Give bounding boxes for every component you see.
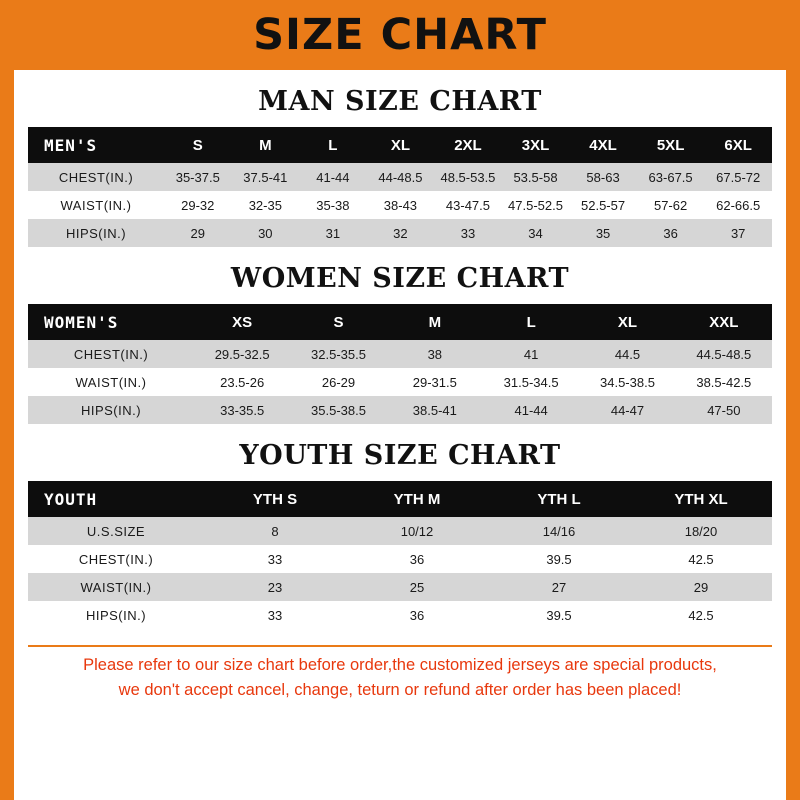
youth-row-label-waist: WAIST(IN.): [28, 573, 204, 601]
youth-col-s: YTH S: [204, 481, 346, 517]
chart-content: [14, 86, 786, 703]
table-cell: 44-48.5: [367, 163, 435, 191]
table-cell: 47.5-52.5: [502, 191, 570, 219]
table-cell: 48.5-53.5: [434, 163, 502, 191]
women-row-label-chest: CHEST(IN.): [28, 340, 194, 368]
table-cell: 35-38: [299, 191, 367, 219]
table-header-row: [28, 304, 772, 340]
women-col-l: L: [483, 304, 579, 340]
table-cell: 43-47.5: [434, 191, 502, 219]
men-table-header: [28, 127, 772, 163]
women-col-s: S: [290, 304, 386, 340]
table-cell: 18/20: [630, 517, 772, 545]
men-corner-label: MEN'S: [28, 127, 164, 163]
women-col-xl: XL: [579, 304, 675, 340]
table-cell: 33: [434, 219, 502, 247]
table-cell: 34: [502, 219, 570, 247]
men-col-l: L: [299, 127, 367, 163]
women-col-xs: XS: [194, 304, 290, 340]
table-cell: 36: [346, 601, 488, 629]
footer-note-line-1: Please refer to our size chart before order,the customized jerseys are special products,: [83, 656, 717, 674]
table-cell: 58-63: [569, 163, 637, 191]
table-cell: 44-47: [579, 396, 675, 424]
youth-row-label-ussize: U.S.SIZE: [28, 517, 204, 545]
table-cell: 33-35.5: [194, 396, 290, 424]
table-row: [28, 163, 772, 191]
table-cell: 39.5: [488, 545, 630, 573]
table-header-row: [28, 127, 772, 163]
women-table-header: [28, 304, 772, 340]
table-cell: 38.5-42.5: [676, 368, 772, 396]
youth-col-xl: YTH XL: [630, 481, 772, 517]
table-cell: 38-43: [367, 191, 435, 219]
table-cell: 32: [367, 219, 435, 247]
table-cell: 29: [164, 219, 232, 247]
table-cell: 26-29: [290, 368, 386, 396]
table-cell: 41-44: [483, 396, 579, 424]
table-row: [28, 340, 772, 368]
table-cell: 29-31.5: [387, 368, 483, 396]
footer-note: [28, 645, 772, 703]
men-row-label-chest: CHEST(IN.): [28, 163, 164, 191]
page-title: SIZE CHART: [253, 10, 547, 60]
table-cell: 32.5-35.5: [290, 340, 386, 368]
women-size-table: [28, 304, 772, 424]
table-cell: 36: [346, 545, 488, 573]
section-title-youth: YOUTH SIZE CHART: [239, 440, 561, 471]
table-cell: 31: [299, 219, 367, 247]
men-col-xl: XL: [367, 127, 435, 163]
women-col-xxl: XXL: [676, 304, 772, 340]
men-col-m: M: [232, 127, 300, 163]
table-cell: 14/16: [488, 517, 630, 545]
table-cell: 33: [204, 601, 346, 629]
men-col-4xl: 4XL: [569, 127, 637, 163]
table-cell: 63-67.5: [637, 163, 705, 191]
table-cell: 41: [483, 340, 579, 368]
table-cell: 32-35: [232, 191, 300, 219]
table-cell: 38.5-41: [387, 396, 483, 424]
men-row-label-waist: WAIST(IN.): [28, 191, 164, 219]
men-col-s: S: [164, 127, 232, 163]
table-row: [28, 219, 772, 247]
men-col-2xl: 2XL: [434, 127, 502, 163]
table-cell: 67.5-72: [704, 163, 772, 191]
youth-col-m: YTH M: [346, 481, 488, 517]
header-banner: [0, 0, 800, 70]
table-cell: 25: [346, 573, 488, 601]
table-cell: 42.5: [630, 601, 772, 629]
table-cell: 35.5-38.5: [290, 396, 386, 424]
table-cell: 29-32: [164, 191, 232, 219]
table-cell: 23.5-26: [194, 368, 290, 396]
table-cell: 41-44: [299, 163, 367, 191]
youth-size-table: [28, 481, 772, 629]
table-cell: 27: [488, 573, 630, 601]
table-cell: 47-50: [676, 396, 772, 424]
section-title-women: WOMEN SIZE CHART: [230, 263, 570, 294]
table-cell: 39.5: [488, 601, 630, 629]
women-row-label-waist: WAIST(IN.): [28, 368, 194, 396]
table-row: [28, 545, 772, 573]
table-row: [28, 573, 772, 601]
table-cell: 44.5-48.5: [676, 340, 772, 368]
table-cell: 30: [232, 219, 300, 247]
table-cell: 44.5: [579, 340, 675, 368]
men-col-6xl: 6XL: [704, 127, 772, 163]
table-cell: 53.5-58: [502, 163, 570, 191]
women-row-label-hips: HIPS(IN.): [28, 396, 194, 424]
table-cell: 29.5-32.5: [194, 340, 290, 368]
table-cell: 62-66.5: [704, 191, 772, 219]
youth-row-label-hips: HIPS(IN.): [28, 601, 204, 629]
table-cell: 37: [704, 219, 772, 247]
table-cell: 23: [204, 573, 346, 601]
men-table-body: [28, 163, 772, 247]
youth-row-label-chest: CHEST(IN.): [28, 545, 204, 573]
table-cell: 35-37.5: [164, 163, 232, 191]
women-corner-label: WOMEN'S: [28, 304, 194, 340]
table-cell: 35: [569, 219, 637, 247]
table-cell: 38: [387, 340, 483, 368]
footer-note-line-2: we don't accept cancel, change, teturn or refund after order has been placed!: [118, 680, 682, 699]
table-cell: 37.5-41: [232, 163, 300, 191]
table-row: [28, 191, 772, 219]
table-cell: 29: [630, 573, 772, 601]
youth-corner-label: YOUTH: [28, 481, 204, 517]
women-table-body: [28, 340, 772, 424]
table-cell: 33: [204, 545, 346, 573]
table-cell: 42.5: [630, 545, 772, 573]
table-cell: 36: [637, 219, 705, 247]
youth-col-l: YTH L: [488, 481, 630, 517]
table-row: [28, 601, 772, 629]
men-col-5xl: 5XL: [637, 127, 705, 163]
table-row: [28, 396, 772, 424]
table-cell: 10/12: [346, 517, 488, 545]
section-title-men: MAN SIZE CHART: [258, 86, 542, 117]
table-header-row: [28, 481, 772, 517]
table-row: [28, 517, 772, 545]
table-cell: 31.5-34.5: [483, 368, 579, 396]
table-cell: 8: [204, 517, 346, 545]
table-cell: 34.5-38.5: [579, 368, 675, 396]
women-col-m: M: [387, 304, 483, 340]
table-cell: 52.5-57: [569, 191, 637, 219]
youth-table-header: [28, 481, 772, 517]
youth-table-body: [28, 517, 772, 629]
table-row: [28, 368, 772, 396]
men-size-table: [28, 127, 772, 247]
men-row-label-hips: HIPS(IN.): [28, 219, 164, 247]
men-col-3xl: 3XL: [502, 127, 570, 163]
table-cell: 57-62: [637, 191, 705, 219]
